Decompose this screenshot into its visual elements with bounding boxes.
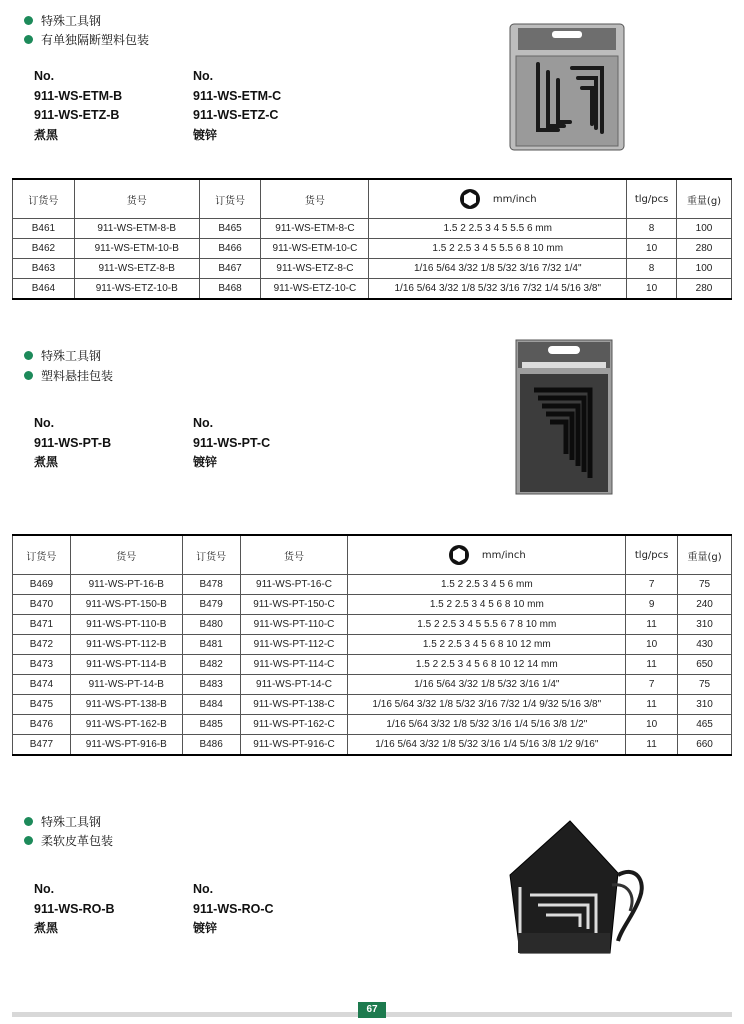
- table-cell: B481: [182, 635, 240, 655]
- product-code: 911-WS-RO-C: [193, 901, 274, 916]
- table-cell: 1/16 5/64 3/32 1/8 5/32 3/16 1/4 5/16 3/8 1/2 9/16": [348, 735, 626, 756]
- no-label: No.: [193, 69, 214, 83]
- table-cell: 1/16 5/64 3/32 1/8 5/32 3/16 7/32 1/4": [369, 259, 627, 279]
- no-label: No.: [193, 416, 214, 430]
- table-cell: 1.5 2 2.5 3 4 5 5.5 6 8 10 mm: [369, 239, 627, 259]
- finish-label: 煮黑: [34, 455, 59, 469]
- bullet-line: [24, 813, 101, 830]
- table-row: [13, 675, 732, 695]
- table-cell: 240: [678, 595, 732, 615]
- table-cell: 911-WS-PT-150-B: [70, 595, 182, 615]
- table-row: [13, 219, 732, 239]
- header-cell: 订货号: [182, 535, 240, 575]
- product-code: 911-WS-ETZ-B: [34, 108, 120, 122]
- table-cell: 911-WS-PT-150-C: [240, 595, 348, 615]
- no-label: No.: [193, 882, 214, 896]
- table-cell: 911-WS-PT-162-C: [240, 715, 348, 735]
- table-cell: B474: [13, 675, 71, 695]
- table-row: [13, 595, 732, 615]
- product-code: 911-WS-ETM-C: [193, 88, 282, 103]
- table-cell: B484: [182, 695, 240, 715]
- table-cell: 1.5 2 2.5 3 4 5 6 8 10 12 mm: [348, 635, 626, 655]
- table-cell: 911-WS-PT-112-B: [70, 635, 182, 655]
- header-cell: 订货号: [13, 535, 71, 575]
- finish-label: 镀锌: [193, 127, 218, 142]
- table-cell: 280: [677, 279, 732, 300]
- bullet-line: [24, 832, 113, 849]
- table-cell: 911-WS-PT-110-C: [240, 615, 348, 635]
- header-cell: mm/inch: [492, 193, 537, 205]
- table-cell: 430: [678, 635, 732, 655]
- bullet-dot-icon: [24, 371, 33, 380]
- bullet-line: [24, 347, 101, 364]
- table-cell: B464: [13, 279, 75, 300]
- table-body: [13, 575, 732, 756]
- header-cell: tlg/pcs: [626, 535, 678, 575]
- table-row: [13, 259, 732, 279]
- table-cell: B477: [13, 735, 71, 756]
- table-cell: 911-WS-PT-112-C: [240, 635, 348, 655]
- table-header-row: [13, 535, 732, 575]
- table-cell: 1.5 2 2.5 3 4 5 6 mm: [348, 575, 626, 595]
- bullet-text: 有单独隔断塑料包装: [41, 33, 150, 47]
- table-cell: 911-WS-PT-138-B: [70, 695, 182, 715]
- product-photo-pack-2: [510, 338, 618, 496]
- table-cell: 650: [678, 655, 732, 675]
- product-code: 911-WS-PT-C: [193, 435, 271, 450]
- table-cell: B461: [13, 219, 75, 239]
- hex-socket-icon: [448, 544, 470, 566]
- header-cell: 订货号: [199, 179, 261, 219]
- table-cell: B466: [199, 239, 261, 259]
- header-cell: 重量(g): [678, 535, 732, 575]
- table-cell: 1.5 2 2.5 3 4 5 5.5 6 mm: [369, 219, 627, 239]
- table-cell: B478: [182, 575, 240, 595]
- table-cell: 911-WS-PT-114-B: [70, 655, 182, 675]
- table-row: [13, 575, 732, 595]
- table-row: [13, 655, 732, 675]
- table-cell: 911-WS-PT-916-B: [70, 735, 182, 756]
- table-cell: 11: [626, 655, 678, 675]
- table-cell: B471: [13, 615, 71, 635]
- table-cell: 911-WS-ETZ-10-B: [74, 279, 199, 300]
- table-cell: 1.5 2 2.5 3 4 5 6 8 10 mm: [348, 595, 626, 615]
- spec-table: [12, 534, 732, 756]
- table-cell: 10: [627, 239, 677, 259]
- table-cell: 11: [626, 735, 678, 756]
- table-cell: B469: [13, 575, 71, 595]
- header-cell-size: [369, 179, 627, 219]
- table-cell: 11: [626, 615, 678, 635]
- product-code: 911-WS-RO-B: [34, 901, 115, 916]
- table-cell: 75: [678, 575, 732, 595]
- table-cell: 911-WS-PT-14-C: [240, 675, 348, 695]
- table-cell: 911-WS-ETZ-8-B: [74, 259, 199, 279]
- bullet-line: [24, 12, 101, 29]
- table-cell: 465: [678, 715, 732, 735]
- table-cell: 911-WS-ETZ-10-C: [261, 279, 369, 300]
- table-cell: 75: [678, 675, 732, 695]
- no-label: No.: [34, 69, 55, 83]
- table-cell: B482: [182, 655, 240, 675]
- table-cell: 10: [626, 635, 678, 655]
- table-row: [13, 615, 732, 635]
- header-cell: 订货号: [13, 179, 75, 219]
- page-number: 67: [358, 1002, 386, 1018]
- table-cell: B468: [199, 279, 261, 300]
- table-cell: 1/16 5/64 3/32 1/8 5/32 3/16 7/32 1/4 5/16 3/8": [369, 279, 627, 300]
- table-cell: 1/16 5/64 3/32 1/8 5/32 3/16 1/4 5/16 3/8 1/2": [348, 715, 626, 735]
- product-photo-pack-1: [508, 22, 626, 152]
- header-cell: mm/inch: [481, 549, 526, 561]
- table-cell: B470: [13, 595, 71, 615]
- no-label: No.: [34, 416, 55, 430]
- product-code: 911-WS-ETZ-C: [193, 108, 279, 122]
- finish-label: 镀锌: [193, 921, 218, 935]
- table-cell: 310: [678, 695, 732, 715]
- table-cell: 911-WS-ETM-8-B: [74, 219, 199, 239]
- table-cell: 911-WS-PT-16-C: [240, 575, 348, 595]
- table-cell: 911-WS-PT-14-B: [70, 675, 182, 695]
- header-cell: 重量(g): [677, 179, 732, 219]
- product-codes-left: [34, 880, 115, 939]
- table-row: [13, 695, 732, 715]
- finish-label: 煮黑: [34, 921, 59, 935]
- bullet-dot-icon: [24, 836, 33, 845]
- table-cell: 911-WS-ETM-8-C: [261, 219, 369, 239]
- table-header-row: [13, 179, 732, 219]
- header-cell: tlg/pcs: [627, 179, 677, 219]
- product-photo-leather-roll: [500, 815, 652, 957]
- bullet-dot-icon: [24, 817, 33, 826]
- header-cell: 货号: [70, 535, 182, 575]
- table-cell: 7: [626, 675, 678, 695]
- table-cell: 911-WS-PT-114-C: [240, 655, 348, 675]
- product-codes-right: [193, 67, 281, 145]
- bullet-text: 特殊工具钢: [41, 349, 102, 363]
- table-cell: B479: [182, 595, 240, 615]
- table-cell: 660: [678, 735, 732, 756]
- table-row: [13, 735, 732, 756]
- header-cell-size: [348, 535, 626, 575]
- table-cell: 10: [626, 715, 678, 735]
- product-codes-right: [193, 880, 274, 939]
- bullet-text: 特殊工具钢: [41, 14, 102, 28]
- table-cell: 11: [626, 695, 678, 715]
- table-cell: B467: [199, 259, 261, 279]
- table-cell: 911-WS-ETM-10-B: [74, 239, 199, 259]
- bullet-dot-icon: [24, 351, 33, 360]
- table-cell: 911-WS-PT-916-C: [240, 735, 348, 756]
- table-row: [13, 279, 732, 300]
- no-label: No.: [34, 882, 55, 896]
- table-cell: B480: [182, 615, 240, 635]
- bullet-line: [24, 31, 149, 48]
- table-cell: 911-WS-PT-16-B: [70, 575, 182, 595]
- table-cell: 280: [677, 239, 732, 259]
- table-cell: B475: [13, 695, 71, 715]
- product-code: 911-WS-PT-B: [34, 435, 112, 450]
- bullet-text: 特殊工具钢: [41, 815, 102, 829]
- bullet-dot-icon: [24, 35, 33, 44]
- finish-label: 煮黑: [34, 127, 59, 142]
- bullet-dot-icon: [24, 16, 33, 25]
- product-codes-left: [34, 67, 122, 145]
- table-cell: 100: [677, 219, 732, 239]
- table-cell: B483: [182, 675, 240, 695]
- table-cell: B462: [13, 239, 75, 259]
- table-row: [13, 239, 732, 259]
- header-cell: 货号: [74, 179, 199, 219]
- table-cell: 1/16 5/64 3/32 1/8 5/32 3/16 1/4": [348, 675, 626, 695]
- header-cell: 货号: [261, 179, 369, 219]
- product-codes-right: [193, 414, 270, 473]
- table-cell: 911-WS-PT-110-B: [70, 615, 182, 635]
- table-cell: B463: [13, 259, 75, 279]
- table-cell: 9: [626, 595, 678, 615]
- table-cell: 911-WS-PT-162-B: [70, 715, 182, 735]
- bullet-line: [24, 367, 113, 384]
- table-cell: 1/16 5/64 3/32 1/8 5/32 3/16 7/32 1/4 9/32 5/16 3/8": [348, 695, 626, 715]
- table-cell: B465: [199, 219, 261, 239]
- table-cell: B472: [13, 635, 71, 655]
- table-cell: 911-WS-PT-138-C: [240, 695, 348, 715]
- table-cell: 8: [627, 259, 677, 279]
- bullet-text: 柔软皮革包装: [41, 834, 114, 848]
- table-cell: B486: [182, 735, 240, 756]
- header-cell: 货号: [240, 535, 348, 575]
- table-cell: 911-WS-ETZ-8-C: [261, 259, 369, 279]
- table-cell: 7: [626, 575, 678, 595]
- table-cell: 10: [627, 279, 677, 300]
- table-cell: B476: [13, 715, 71, 735]
- table-cell: 1.5 2 2.5 3 4 5 6 8 10 12 14 mm: [348, 655, 626, 675]
- bullet-text: 塑料悬挂包装: [41, 369, 114, 383]
- spec-table: [12, 178, 732, 300]
- table-cell: 100: [677, 259, 732, 279]
- table-row: [13, 715, 732, 735]
- table-cell: 8: [627, 219, 677, 239]
- table-cell: 911-WS-ETM-10-C: [261, 239, 369, 259]
- finish-label: 镀锌: [193, 455, 218, 469]
- table-cell: B485: [182, 715, 240, 735]
- hex-socket-icon: [459, 188, 481, 210]
- table-cell: 310: [678, 615, 732, 635]
- product-code: 911-WS-ETM-B: [34, 88, 123, 103]
- table-row: [13, 635, 732, 655]
- table-cell: 1.5 2 2.5 3 4 5 5.5 6 7 8 10 mm: [348, 615, 626, 635]
- product-codes-left: [34, 414, 111, 473]
- table-cell: B473: [13, 655, 71, 675]
